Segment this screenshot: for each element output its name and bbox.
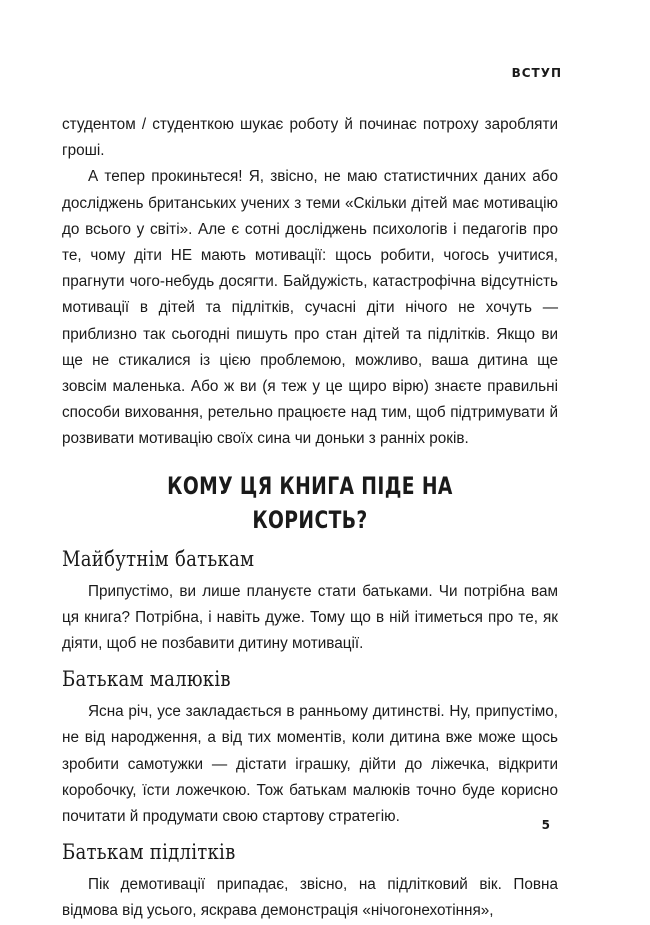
running-head: ВСТУП xyxy=(511,66,562,80)
subheading-future-parents: Майбутнім батькам xyxy=(62,546,255,571)
paragraph-future-parents: Припустімо, ви лише плануєте стати батьками. Чи потрібна вам ця книга? Потрібна, і навіть дуже. Тому що в ній ітиметься про те, як діяти, щоб не позбавити дитину мотивації. xyxy=(62,582,558,653)
paragraph-toddler-parents: Ясна річ, усе закладається в ранньому дитинстві. Ну, припустімо, не від народження, а від тих моментів, коли дитина вже може щось зробити самотужки — дістати іграшку, дійти до ліжечка, відкрити коробочку, їсти ложечкою. Тож батькам малюків точно буде корисно почитати й продумати свою стартову стратегію. xyxy=(62,703,558,826)
page-number: 5 xyxy=(541,818,550,832)
paragraph-teen-parents: Пік демотивації припадає, звісно, на підлітковий вік. Повна відмова від усього, яскрава демонстрація «нічогонехотіння», xyxy=(62,876,558,920)
section-heading: КОМУ ЦЯ КНИГА ПІДЕ НА КОРИСТЬ? xyxy=(167,471,453,534)
subheading-teen-parents: Батькам підлітків xyxy=(62,840,236,865)
subheading-toddler-parents: Батькам малюків xyxy=(62,667,231,692)
paragraph-continuation: студентом / студенткою шукає роботу й починає потроху заробляти гроші. xyxy=(62,116,558,160)
paragraph-intro: А тепер прокиньтеся! Я, звісно, не маю статистичних даних або досліджень британських учених з теми «Скільки дітей має мотивацію до всього у світі». Але є сотні досліджень психологів і педагогів про те, чому діти НЕ мають мотивації: щось робити, чогось учитися, прагнути чого-небудь досягти. Байдужість, катастрофічна відсутність мотивації в дітей та підлітків, сучасні діти нічого не хочуть — приблизно так сьогодні пишуть про стан дітей та підлітків. Якщо ви ще не стикалися із цією проблемою, можливо, ваша дитина ще зовсім маленька. Або ж ви (я теж у це щиро вірю) знаєте правильні способи виховання, ретельно працюєте над тим, щоб підтримувати й розвивати мотивацію своїх сина чи доньки з ранніх років. xyxy=(62,168,558,448)
page-body xyxy=(62,112,558,925)
